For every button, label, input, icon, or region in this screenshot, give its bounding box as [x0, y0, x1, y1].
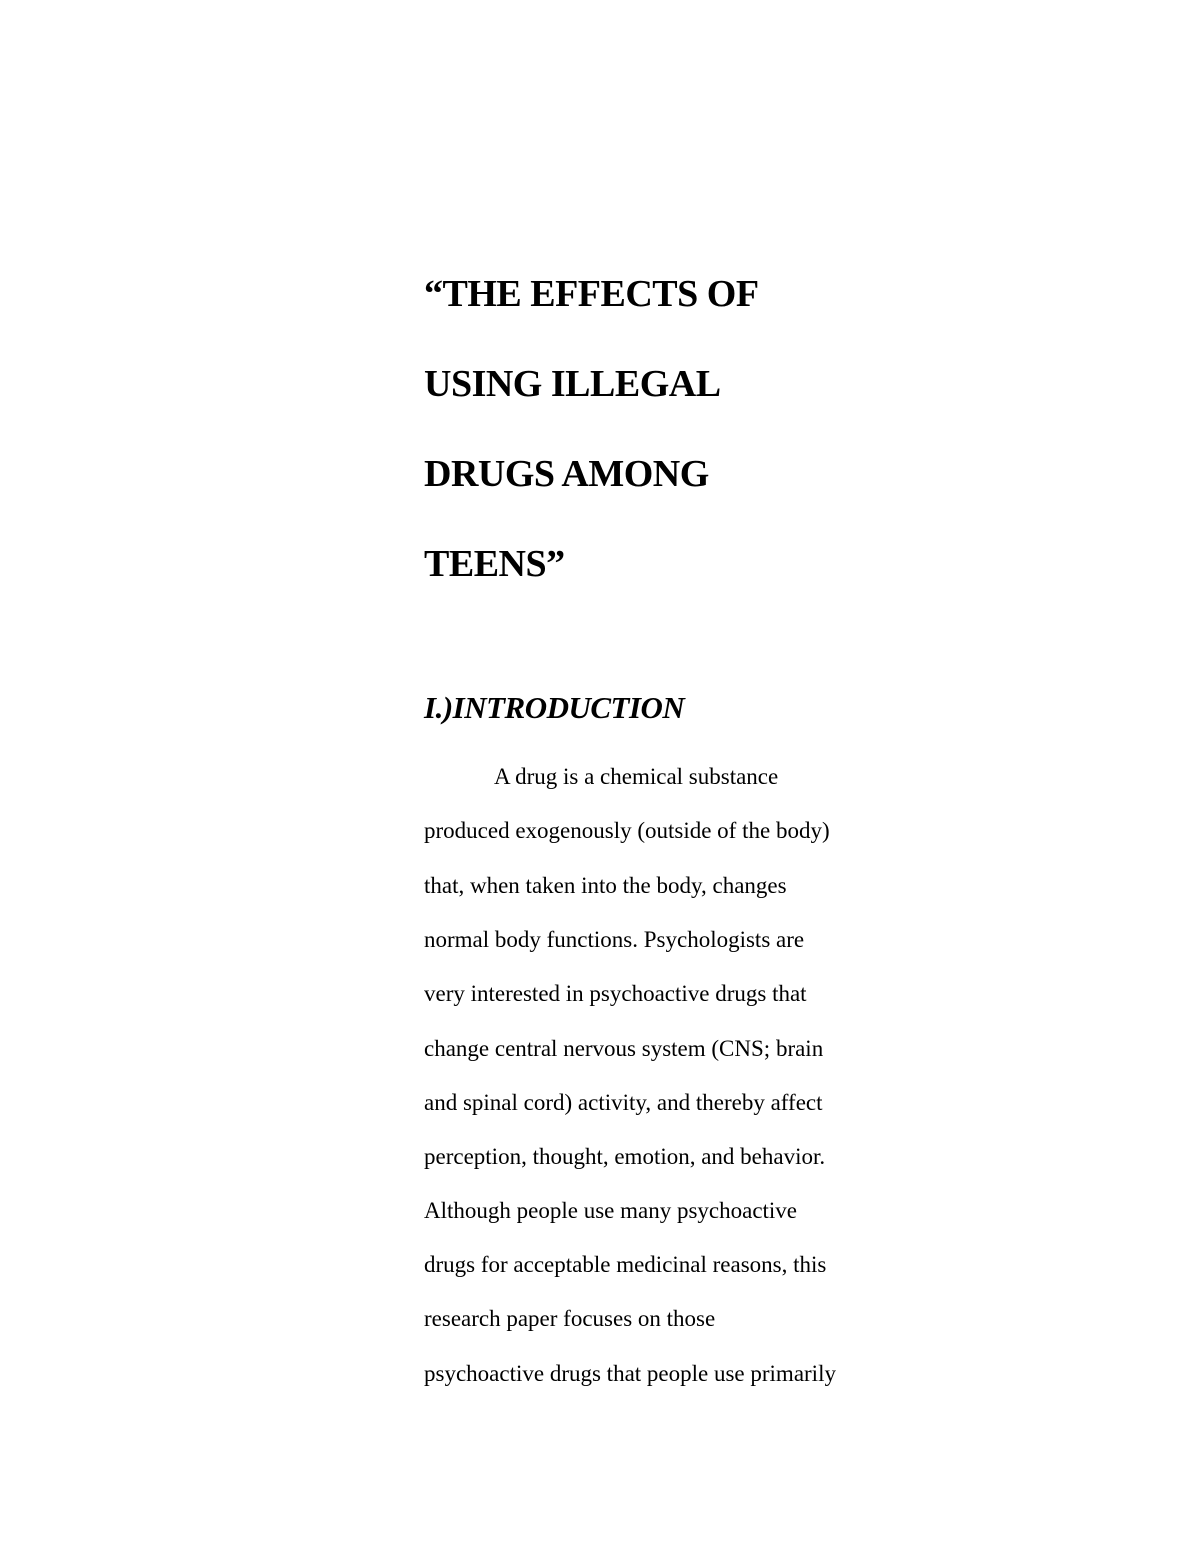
paragraph-line: research paper focuses on those	[424, 1306, 716, 1331]
paragraph-line: perception, thought, emotion, and behavior.	[424, 1144, 826, 1169]
title-line-2: USING ILLEGAL	[424, 363, 721, 405]
paragraph-line: very interested in psychoactive drugs that	[424, 981, 807, 1006]
paragraph-line: produced exogenously (outside of the body)	[424, 818, 830, 843]
paragraph-line: drugs for acceptable medicinal reasons, this	[424, 1252, 827, 1277]
paragraph-line: normal body functions. Psychologists are	[424, 927, 805, 952]
title-line-4: TEENS”	[424, 543, 565, 585]
paragraph-line: Although people use many psychoactive	[424, 1198, 798, 1223]
title-line-3: DRUGS AMONG	[424, 453, 709, 495]
paragraph-line: psychoactive drugs that people use primarily	[424, 1361, 836, 1386]
paragraph-line: and spinal cord) activity, and thereby affect	[424, 1090, 823, 1115]
title-line-1: “THE EFFECTS OF	[424, 273, 759, 315]
section-heading: I.)INTRODUCTION	[424, 690, 685, 725]
paragraph-line: A drug is a chemical substance	[494, 764, 779, 789]
paragraph-line: change central nervous system (CNS; brain	[424, 1036, 824, 1061]
paragraph-line: that, when taken into the body, changes	[424, 873, 787, 898]
